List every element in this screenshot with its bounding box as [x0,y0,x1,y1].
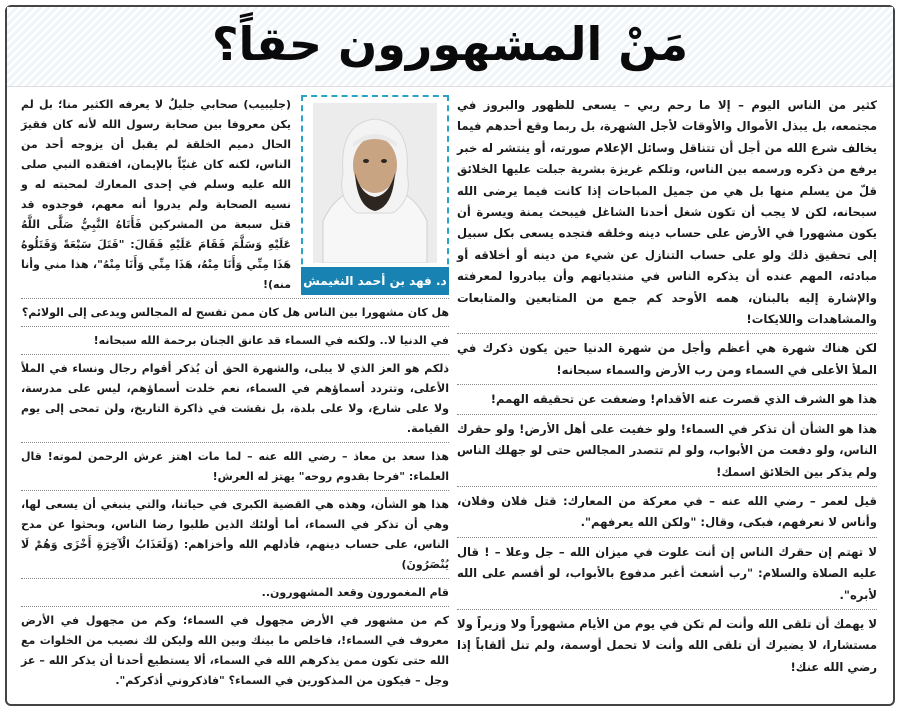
article-paragraph: لا تهتم إن حقرك الناس إن أنت علوت في ميزان الله – جل وعلا – ! قال عليه الصلاة والسلام: "رب أشعث أغبر مدفوع بالأبواب، لو أقسم على الله لأبره". [457,544,877,602]
article-paragraph: ذلكم هو العز الذي لا يبلى، والشهرة الحق أن يُذكر أقوام رجال ونساء في الملأ الأعلى، وتتردد أسماؤهم في السماء، نعم خلدت أسماؤهم، ليس على مدرسة، ولا على شارع، ولا على بلدة، بل نقشت في ذاكرة التاريخ، ولن تمحى إلى يوم القيامة. [21,362,449,435]
article-paragraph: هذا هو الشأن أن تذكر في السماء! ولو خفيت على أهل الأرض! ولو حقرك الناس، ولو دفعت من الأبواب، ولو لم تتصدر المجالس حتى لو جهلك الناس ولم يذكر بين الخلائق اسمك! [457,421,877,479]
author-photo [313,103,437,263]
paragraph-divider [457,537,877,538]
paragraph-divider [21,442,449,443]
article-paragraph: هذا هو الشأن، وهذه هي القضية الكبرى في حياتنا، والتي ينبغي أن يسعى لها، وهي أن تذكر في السماء، أما أولئك الذين طلبوا رضا الناس، وبحثوا عن مدح الناس، على حساب دينهم، فأذلهم الله وأخزاهم: (وَلَعَذَابُ الْآخِرَةِ أَخْزَى وَهُمْ لَا يُنْصَرُونَ) [21,498,449,571]
paragraph-divider [21,298,449,299]
article-paragraph: قام المغمورون وقعد المشهورون.. [261,586,449,599]
article-paragraph: لكن هناك شهرة هي أعظم وأجل من شهرة الدنيا حين يكون ذكرك في الملأ الأعلى في السماء ومن رب الأرض والسماء سبحانه! [457,341,877,377]
article-paragraph: هل كان مشهورا بين الناس هل كان ممن تفسح له المجالس ويدعى إلى الولائم؟ [21,306,449,319]
article-paragraph: هذا هو الشرف الذي قصرت عنه الأقدام! وضعفت عن تحقيقه الهمم! [490,392,877,407]
author-portrait-frame [301,95,449,295]
article-page [5,5,895,706]
article-paragraph: في الدنيا لا.. ولكنه في السماء قد عانق الجنان برحمة الله سبحانه! [93,334,449,347]
left-column [21,95,449,696]
paragraph-divider [21,326,449,327]
title-banner [7,7,893,87]
paragraph-divider [457,486,877,487]
right-column [457,95,877,696]
paragraph-divider [21,578,449,579]
article-paragraph: هذا سعد بن معاذ – رضي الله عنه – لما مات اهتز عرش الرحمن لموته! قال العلماء: "فرحا بقدوم روحه" يهتز له العرش! [21,450,449,483]
article-paragraph: كثير من الناس اليوم – إلا ما رحم ربي – يسعى للظهور والبروز في مجتمعه، بل يبذل الأموال والأوقات لأجل الشهرة، بل ربما وقع أحدهم فيما يخالف شرع الله من أجل أن تتناقل وسائل الإعلام صورته، أو ينتشر له خبر يرفع من ذكره ورسمه بين الناس، وتلكم غريزة بشرية جبلت عليها الخلائق قلّ من يسلم منها بل هي من جميل المباحات إذا كانت فيما يرضى الله سبحانه، لكن لا يجب أن تكون شغل أحدنا الشاغل فيبحث يمنة ويسرة أن يكون مشهورا في الأرض على حساب دينه وخلقه فتجده يسعى بكل سبيل إلى تحقيق ذلك ولو على حساب التنازل عن شيء من دينه أو أخلاقه أو مبادئه، المهم عنده أن يذكره الناس في منتدياتهم وأن يبادروا لمعرفته والإشارة إليه بالبنان، همه الأوحد كم جمع من المتابعين والمتابعات والمشاهدات واللايكات! [457,98,877,327]
paragraph-divider [457,333,877,334]
author-silhouette-icon [313,103,437,263]
paragraph-divider [457,414,877,415]
article-paragraph: قيل لعمر – رضي الله عنه – في معركة من المعارك: قتل فلان وفلان، وأناس لا نعرفهم، فبكى، وقال: "ولكن الله يعرفهم". [457,493,877,530]
paragraph-divider [457,384,877,385]
paragraph-divider [21,606,449,607]
author-caption: د. فهد بن أحمد النغيمش [301,267,449,295]
article-paragraph: كم من مشهور في الأرض مجهول في السماء؛ وكم من مجهول في الأرض معروف في السماء!، فاخلص ما بينك وبين الله وليكن لك نصيب من الخلوات مع الله حتى تكون ممن يذكرهم الله في السماء، ألا يستطيع أحدنا أن يذكر الله – عز وجل – فيكون من المذكورين في السماء؟ "فاذكروني أذكركم". [21,614,449,687]
article-paragraph: لا يهمك أن تلقى الله وأنت لم تكن في يوم من الأيام مشهوراً ولا وزيراً ولا مستشارا، لا يضيرك أن تلقى الله وأنت لا تحمل أوسمة، ولم تنل ألقاباً إذا رضي الله عنك! [457,616,877,674]
article-paragraph: (جليبيب) صحابي جليلٌ لا يعرفه الكثير منا؛ بل لم يكن معروفا بين صحابة رسول الله لأنه كان فقيرَ الحال دميم الخلقة لم يقبل أن يزوجه أحد من الناس، لكنه كان غنيّاً بالإيمان، افتقده النبي صلى الله عليه وسلم في إحدى المعارك لمحبته له و نسيه الصحابة ولم يدروا أنه معهم، فوجدوه قد قتل سبعة من المشركين فَأَتَاهُ النَّبِيُّ صَلَّى اللَّهُ عَلَيْهِ وَسَلَّمَ فَقَامَ عَلَيْهِ فَقَالَ: "قَتَلَ سَبْعَةً وَقَتَلُوهُ هَذَا مِنِّي وَأَنَا مِنْهُ، هَذَا مِنِّي وَأَنَا مِنْهُ"، هذا مني وأنا منه)! [21,98,291,291]
paragraph-divider [21,354,449,355]
article-title: مَنْ المشهورون حقاً؟ [211,17,689,71]
paragraph-divider [21,490,449,491]
paragraph-divider [457,609,877,610]
